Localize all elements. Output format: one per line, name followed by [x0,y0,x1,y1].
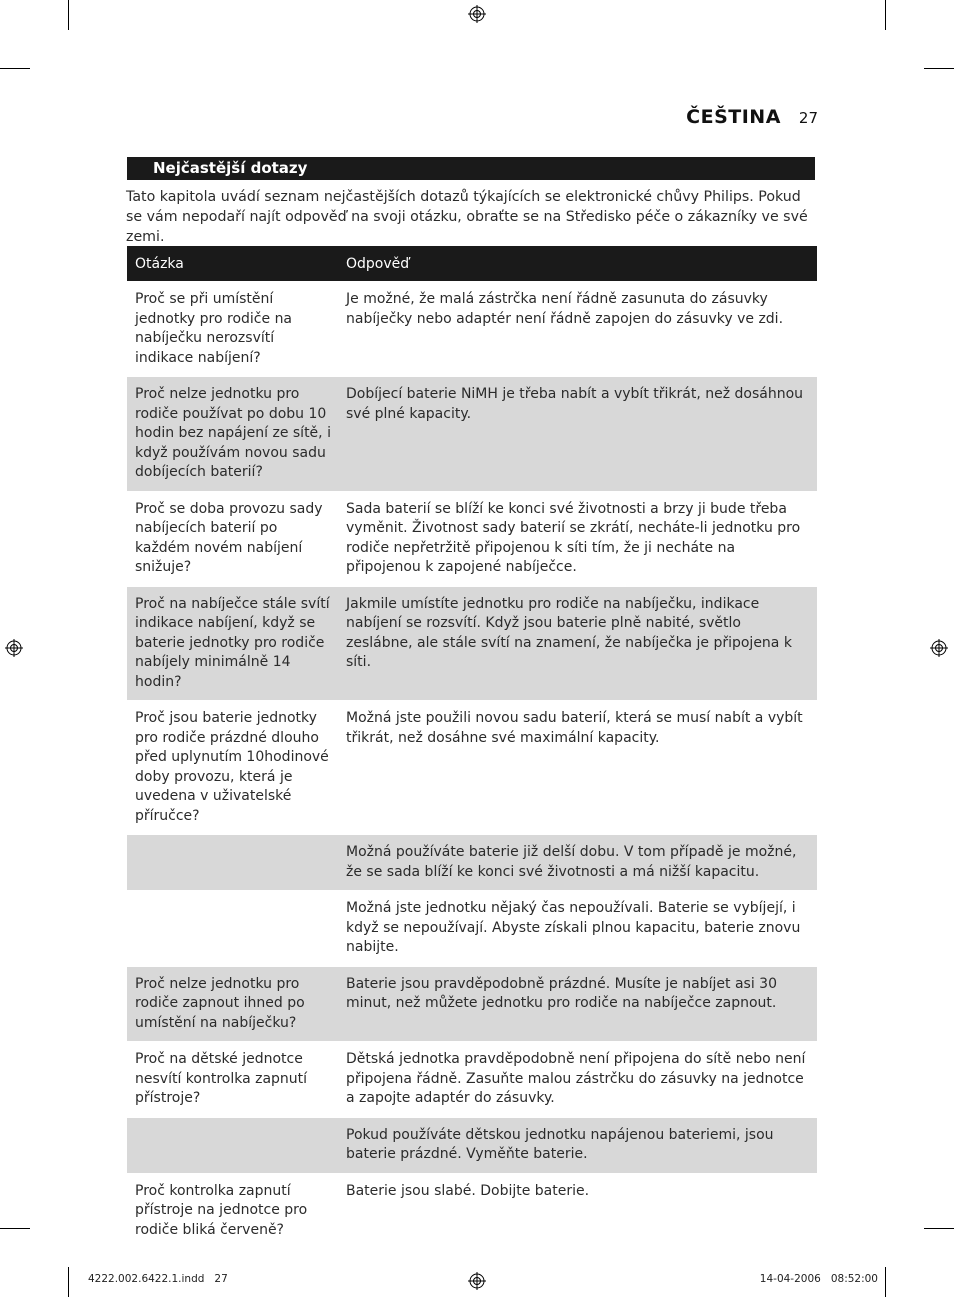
registration-mark-icon [468,5,486,23]
question-cell: Proč se při umístění jednotky pro rodiče na nabíječku nerozsvítí indikace nabíjení? [127,282,338,377]
answer-cell: Sada baterií se blíží ke konci své životnosti a brzy ji bude třeba vyměnit. Životnost sady baterií se zkrátí, necháte-li jednotku pro rodiče nepřetržitě připojenou k síti tím, že ji necháte na připojenou k zapojené nabíječce. [338,491,817,586]
question-cell: Proč na dětské jednotce nesvítí kontrolka zapnutí přístroje? [127,1042,338,1118]
footer-timestamp: 14-04-2006 08:52:00 [759,1273,878,1285]
answer-cell: Jakmile umístíte jednotku pro rodiče na nabíječku, indikace nabíjení se rozsvítí. Když jsou baterie plně nabité, světlo zeslábne, ale stále svítí na znamení, že nabíječka je připojena k síti. [338,586,817,701]
table-row [127,1042,817,1118]
crop-mark [924,68,954,69]
table-row [127,377,817,492]
table-row [127,701,817,835]
language-title: ČEŠTINA [686,106,781,128]
question-cell: Proč se doba provozu sady nabíjecích baterií po každém novém nabíjení snižuje? [127,491,338,586]
registration-mark-icon [468,1272,486,1290]
crop-mark [885,0,886,30]
page-number: 27 [798,109,818,127]
table-row [127,966,817,1042]
table-row [127,586,817,701]
question-cell: Proč nelze jednotku pro rodiče zapnout ihned po umístění na nabíječku? [127,966,338,1042]
crop-mark [924,1228,954,1229]
registration-mark-icon [930,639,948,657]
answer-cell: Možná používáte baterie již delší dobu. V tom případě je možné, že se sada blíží ke konci své životnosti a má nižší kapacitu. [338,835,817,891]
crop-mark [885,1267,886,1297]
table-row [127,282,817,377]
column-header-answer: Odpověď [338,246,817,282]
table-row [127,891,817,967]
question-cell: Proč jsou baterie jednotky pro rodiče prázdné dlouho před uplynutím 10hodinové doby provozu, která je uvedena v uživatelské příručce? [127,701,338,835]
answer-cell: Baterie jsou slabé. Dobijte baterie. [338,1173,817,1248]
table-row [127,835,817,891]
question-cell [127,1117,338,1173]
question-cell [127,891,338,967]
answer-cell: Možná jste použili novou sadu baterií, která se musí nabít a vybít třikrát, než dosáhne své maximální kapacity. [338,701,817,835]
answer-cell: Možná jste jednotku nějaký čas nepoužívali. Baterie se vybíjejí, i když se nepoužívají. Abyste získali plnou kapacitu, baterie znovu nabijte. [338,891,817,967]
section-title: Nejčastější dotazy [127,157,815,180]
table-row [127,491,817,586]
registration-mark-icon [5,639,23,657]
crop-mark [0,68,30,69]
intro-paragraph: Tato kapitola uvádí seznam nejčastějších dotazů týkajících se elektronické chůvy Philips. Pokud se vám nepodaří najít odpověď na svoji otázku, obraťte se na Středisko péče o zákazníky ve své zemi. [126,189,808,245]
page-header [686,106,818,128]
answer-cell: Dobíjecí baterie NiMH je třeba nabít a vybít třikrát, než dosáhnou své plné kapacity. [338,377,817,492]
question-cell: Proč nelze jednotku pro rodiče používat po dobu 10 hodin bez napájení ze sítě, i když používám novou sadu dobíjecích baterií? [127,377,338,492]
answer-cell: Pokud používáte dětskou jednotku napájenou bateriemi, jsou baterie prázdné. Vyměňte baterie. [338,1117,817,1173]
answer-cell: Dětská jednotka pravděpodobně není připojena do sítě nebo není připojena řádně. Zasuňte malou zástrčku do zásuvky na jednotce a zapojte adaptér do zásuvky. [338,1042,817,1118]
crop-mark [68,0,69,30]
crop-mark [0,1228,30,1229]
table-header-row [127,246,817,282]
crop-mark [68,1267,69,1297]
table-row [127,1117,817,1173]
answer-cell: Je možné, že malá zástrčka není řádně zasunuta do zásuvky nabíječky nebo adaptér není řádně zapojen do zásuvky ve zdi. [338,282,817,377]
table-row [127,1173,817,1248]
answer-cell: Baterie jsou pravděpodobně prázdné. Musíte je nabíjet asi 30 minut, než můžete jednotku pro rodiče na nabíječce zapnout. [338,966,817,1042]
column-header-question: Otázka [127,246,338,282]
question-cell: Proč kontrolka zapnutí přístroje na jednotce pro rodiče bliká červeně? [127,1173,338,1248]
question-cell: Proč na nabíječce stále svítí indikace nabíjení, když se baterie jednotky pro rodiče nabíjely minimálně 14 hodin? [127,586,338,701]
footer-file-name: 4222.002.6422.1.indd 27 [88,1273,228,1285]
faq-table [127,246,817,1248]
question-cell [127,835,338,891]
